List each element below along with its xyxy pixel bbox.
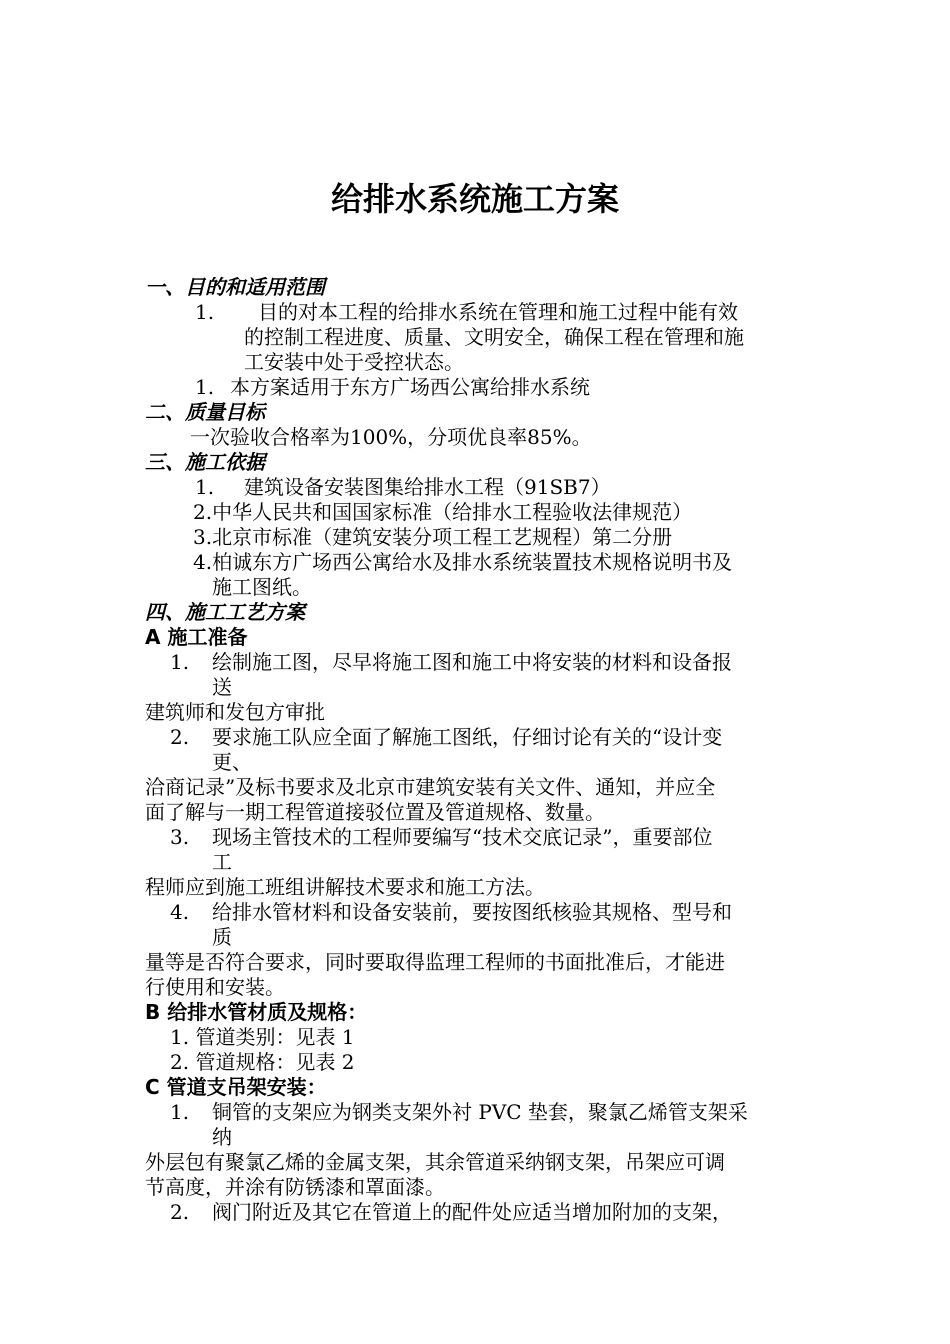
paragraph: 建筑师和发包方审批: [145, 700, 325, 724]
list-item-text: 工安装中处于受控状态。: [244, 350, 464, 374]
subsection-heading-materials: B 给排水管材质及规格：: [145, 1000, 368, 1024]
list-number: 1.: [170, 1100, 190, 1124]
list-item-text: 4.柏诚东方广场西公寓给水及排水系统装置技术规格说明书及: [193, 550, 733, 574]
list-item-text: 绘制施工图，尽早将施工图和施工中将安装的材料和设备报: [212, 650, 732, 674]
list-item-text: 1. 管道类别：见表 1: [170, 1025, 355, 1049]
list-number: 1.: [195, 300, 215, 324]
list-item-text: 阀门附近及其它在管道上的配件处应适当增加附加的支架，: [212, 1200, 732, 1224]
list-item-text: 更、: [212, 750, 252, 774]
subsection-heading-supports: C 管道支吊架安装：: [145, 1075, 327, 1099]
list-number: 2.: [170, 725, 190, 749]
list-item-text: 目的对本工程的给排水系统在管理和施工过程中能有效: [258, 300, 738, 324]
list-number: 1.: [170, 650, 190, 674]
paragraph: 面了解与一期工程管道接驳位置及管道规格、数量。: [145, 800, 605, 824]
list-item-text: 2. 管道规格：见表 2: [170, 1050, 355, 1074]
list-number: 1.: [195, 475, 215, 499]
list-item-text: 质: [212, 925, 232, 949]
paragraph: 节高度，并涂有防锈漆和罩面漆。: [145, 1175, 445, 1199]
list-item-text: 3.北京市标准（建筑安装分项工程工艺规程）第二分册: [193, 525, 673, 549]
section-heading-basis: 三、施工依据: [145, 450, 265, 474]
list-number: 4.: [170, 900, 190, 924]
list-item-text: 纳: [212, 1125, 232, 1149]
list-item-text: 2.中华人民共和国国家标准（给排水工程验收法律规范）: [193, 500, 693, 524]
list-number: 3.: [170, 825, 190, 849]
paragraph: 行使用和安装。: [145, 975, 285, 999]
paragraph: 洽商记录”及标书要求及北京市建筑安装有关文件、通知，并应全: [145, 775, 716, 799]
paragraph: 量等是否符合要求，同时要取得监理工程师的书面批准后，才能进: [145, 950, 725, 974]
list-item-text: 现场主管技术的工程师要编写“技术交底记录”，重要部位: [212, 825, 713, 849]
paragraph: 程师应到施工班组讲解技术要求和施工方法。: [145, 875, 545, 899]
page-title: 给排水系统施工方案: [330, 180, 619, 218]
section-heading-quality: 二、质量目标: [145, 400, 265, 424]
list-number: 2.: [170, 1200, 190, 1224]
list-item-text: 要求施工队应全面了解施工图纸，仔细讨论有关的“设计变: [212, 725, 723, 749]
paragraph: 外层包有聚氯乙烯的金属支架，其余管道采纳钢支架，吊架应可调: [145, 1150, 725, 1174]
subsection-heading-preparation: A 施工准备: [145, 625, 248, 649]
list-item-text: 铜管的支架应为钢类支架外衬 PVC 垫套，聚氯乙烯管支架采: [212, 1100, 748, 1124]
list-number: 1.: [195, 375, 215, 399]
list-item-text: 建筑设备安装图集给排水工程（91SB7）: [244, 475, 611, 499]
section-heading-purpose: 一、目的和适用范围: [145, 275, 325, 299]
list-item-text: 送: [212, 675, 232, 699]
paragraph: 一次验收合格率为100%，分项优良率85%。: [190, 425, 592, 449]
list-item-text: 施工图纸。: [212, 575, 312, 599]
list-item-text: 本方案适用于东方广场西公寓给排水系统: [230, 375, 590, 399]
list-item-text: 的控制工程进度、质量、文明安全，确保工程在管理和施: [244, 325, 744, 349]
list-item-text: 给排水管材料和设备安装前，要按图纸核验其规格、型号和: [212, 900, 732, 924]
list-item-text: 工: [212, 850, 232, 874]
section-heading-process: 四、施工工艺方案: [145, 600, 305, 624]
